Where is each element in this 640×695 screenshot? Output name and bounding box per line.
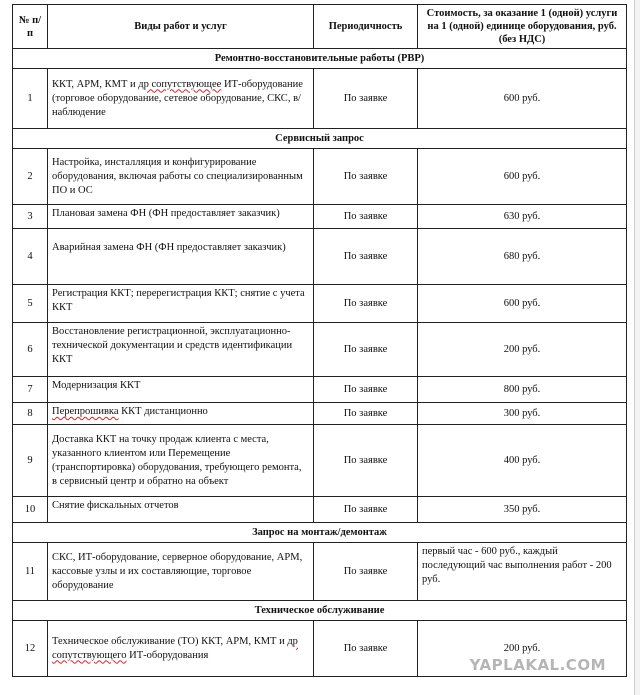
row-work: Снятие фискальных отчетов <box>48 497 314 523</box>
row-work: Доставка ККТ на точку продаж клиента с места, указанного клиентом или Перемещение (транспортировка) оборудования, требующего ремонта, в сервисный центр и обратно на объект <box>48 425 314 497</box>
row-period: По заявке <box>314 69 418 129</box>
watermark-logo: YAPLAKAL.COM <box>469 656 606 674</box>
section-row <box>13 523 627 543</box>
row-num: 4 <box>13 229 48 285</box>
row-period: По заявке <box>314 377 418 403</box>
header-num: № п/п <box>13 5 48 49</box>
row-period: По заявке <box>314 403 418 425</box>
row-work: Восстановление регистрационной, эксплуатационно-технической документации и средств идентификации ККТ <box>48 323 314 377</box>
row-period: По заявке <box>314 425 418 497</box>
row-period: По заявке <box>314 323 418 377</box>
row-work-text: Техническое обслуживание (ТО) ККТ, АРМ, КМТ и <box>52 635 288 647</box>
row-num: 3 <box>13 205 48 229</box>
row-num: 1 <box>13 69 48 129</box>
row-work <box>48 621 314 677</box>
row-work-spellcheck: др сопутствующее <box>138 78 222 90</box>
row-num: 12 <box>13 621 48 677</box>
row-price: 200 руб. <box>418 323 627 377</box>
table-row <box>13 497 627 523</box>
section-title: Сервисный запрос <box>13 129 627 149</box>
row-num: 8 <box>13 403 48 425</box>
row-price: 400 руб. <box>418 425 627 497</box>
table-row <box>13 425 627 497</box>
table-header-row <box>13 5 627 49</box>
row-work-spellcheck: др сопутствующего <box>52 635 298 661</box>
row-num: 10 <box>13 497 48 523</box>
header-price: Стоимость, за оказание 1 (одной) услуги на 1 (одной) единице оборудования, руб. (без НДС) <box>418 5 627 49</box>
section-row <box>13 601 627 621</box>
row-period: По заявке <box>314 285 418 323</box>
table-row <box>13 149 627 205</box>
section-title: Техническое обслуживание <box>13 601 627 621</box>
row-work <box>48 403 314 425</box>
row-period: По заявке <box>314 497 418 523</box>
row-price: 300 руб. <box>418 403 627 425</box>
section-row <box>13 129 627 149</box>
table-row <box>13 543 627 601</box>
row-num: 6 <box>13 323 48 377</box>
row-num: 9 <box>13 425 48 497</box>
row-work: Модернизация ККТ <box>48 377 314 403</box>
row-price: 800 руб. <box>418 377 627 403</box>
row-work-text: ККТ дистанционно <box>118 406 208 417</box>
section-row <box>13 49 627 69</box>
row-work: Регистрация ККТ; перерегистрация ККТ; снятие с учета ККТ <box>48 285 314 323</box>
table-row <box>13 403 627 425</box>
row-work <box>48 69 314 129</box>
row-work-text: ИТ-оборудования <box>126 649 209 661</box>
table-row <box>13 323 627 377</box>
row-price: 630 руб. <box>418 205 627 229</box>
row-work-spellcheck: Перепрошивка <box>52 406 119 417</box>
row-num: 5 <box>13 285 48 323</box>
row-price: 600 руб. <box>418 149 627 205</box>
row-price: 350 руб. <box>418 497 627 523</box>
header-period: Периодичность <box>314 5 418 49</box>
row-price: 600 руб. <box>418 285 627 323</box>
row-num: 7 <box>13 377 48 403</box>
row-period: По заявке <box>314 205 418 229</box>
row-work: СКС, ИТ-оборудование, серверное оборудование, АРМ, кассовые узлы и их составляющие, торговое оборудование <box>48 543 314 601</box>
table-row <box>13 377 627 403</box>
row-price: 680 руб. <box>418 229 627 285</box>
row-price: 200 руб. <box>418 621 627 677</box>
row-work: Аварийная замена ФН (ФН предоставляет заказчик) <box>48 229 314 285</box>
row-num: 2 <box>13 149 48 205</box>
row-price: 600 руб. <box>418 69 627 129</box>
table-row <box>13 69 627 129</box>
header-work: Виды работ и услуг <box>48 5 314 49</box>
row-work: Настройка, инсталляция и конфигурирование оборудования, включая работы со специализированным ПО и ОС <box>48 149 314 205</box>
row-work: Плановая замена ФН (ФН предоставляет заказчик) <box>48 205 314 229</box>
row-period: По заявке <box>314 543 418 601</box>
row-period: По заявке <box>314 229 418 285</box>
table-row <box>13 229 627 285</box>
row-price: первый час - 600 руб., каждый последующий час выполнения работ - 200 руб. <box>418 543 627 601</box>
row-period: По заявке <box>314 621 418 677</box>
table-row <box>13 285 627 323</box>
row-num: 11 <box>13 543 48 601</box>
price-table <box>12 4 627 677</box>
table-row <box>13 205 627 229</box>
section-title: Запрос на монтаж/демонтаж <box>13 523 627 543</box>
row-work-text: ККТ, АРМ, КМТ и <box>52 78 139 90</box>
row-work-text: ИТ-оборудование (торговое оборудование, сетевое оборудование, СКС, в/наблюдение <box>52 78 303 118</box>
row-period: По заявке <box>314 149 418 205</box>
section-title: Ремонтно-восстановительные работы (РВР) <box>13 49 627 69</box>
